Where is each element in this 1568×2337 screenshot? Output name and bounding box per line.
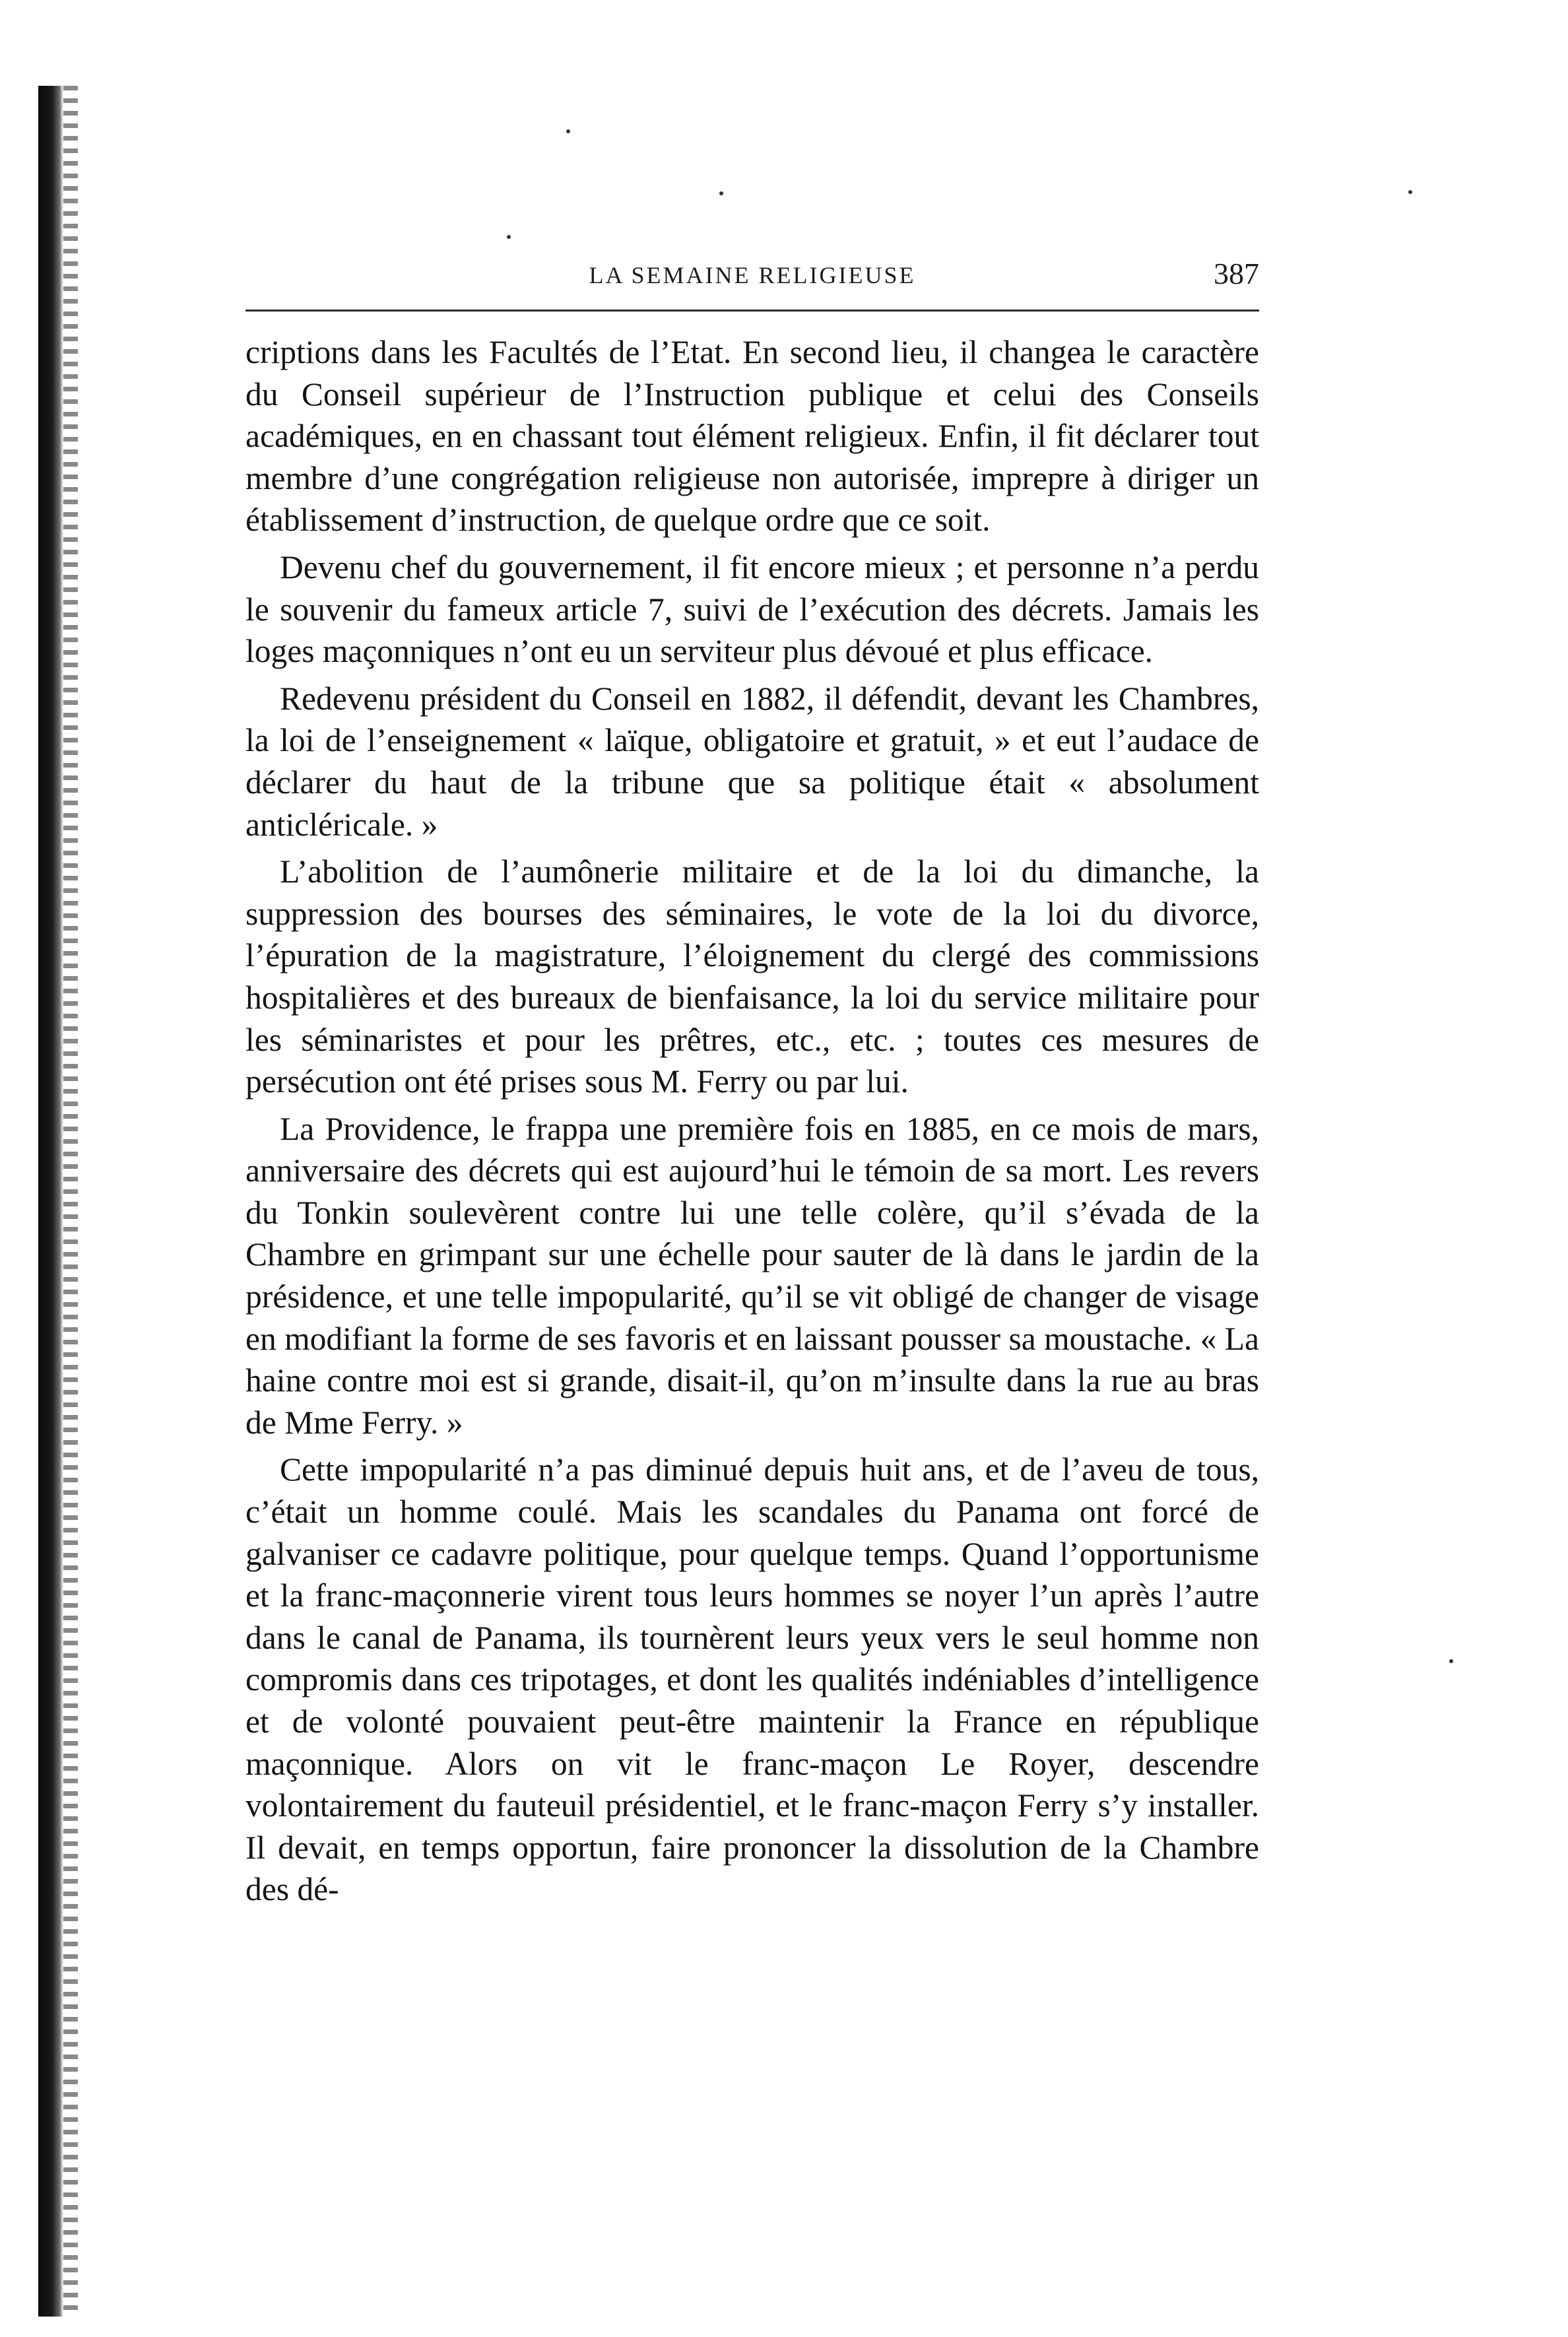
- paragraph: Cette impopularité n’a pas diminué depuis huit ans, et de l’aveu de tous, c’était un homme coulé. Mais les scandales du Panama ont forcé de galvaniser ce cadavre politique, pour quelque temps. Quand l’opportunisme et la franc-maçonnerie virent tous leurs hommes se noyer l’un après l’autre dans le canal de Panama, ils tournèrent leurs yeux vers le seul homme non compromis dans ces tripotages, et dont les qualités indéniables d’intelligence et de volonté pouvaient peut-être maintenir la France en république maçonnique. Alors on vit le franc-maçon Le Royer, descendre volontairement du fauteuil présidentiel, et le franc-maçon Ferry s’y installer. Il devait, en temps opportun, faire prononcer la dissolution de la Chambre des dé-: [245, 1451, 1259, 1908]
- paragraph: Redevenu président du Conseil en 1882, il défendit, devant les Chambres, la loi de l’enseignement « laïque, obligatoire et gratuit, » et eut l’audace de déclarer du haut de la tribune que sa politique était « absolument anticléricale. »: [245, 680, 1259, 843]
- page-binding-edge: [38, 86, 63, 2317]
- page-binding-shadow: [63, 86, 78, 2317]
- running-title: LA SEMAINE RELIGIEUSE: [589, 262, 916, 288]
- print-speck: [719, 191, 723, 195]
- paragraph: L’abolition de l’aumônerie militaire et de la loi du dimanche, la suppression des bourses des séminaires, le vote de la loi du divorce, l’épuration de la magistrature, l’éloignement du clergé des commissions hospitalières et des bureaux de bienfaisance, la loi du service militaire pour les séminaristes et pour les prêtres, etc., etc. ; toutes ces mesures de persécution ont été prises sous M. Ferry ou par lui.: [245, 853, 1259, 1100]
- print-speck: [1408, 190, 1412, 194]
- paragraph: La Providence, le frappa une première fois en 1885, en ce mois de mars, anniversaire des décrets qui est aujourd’hui le témoin de sa mort. Les revers du Tonkin soulevèrent contre lui une telle colère, qu’il s’évada de la Chambre en grimpant sur une échelle pour sauter de là dans le jardin de la présidence, et une telle impopularité, qu’il se vit obligé de changer de visage en modifiant la forme de ses favoris et en laissant pousser sa moustache. « La haine contre moi est si grande, disait-il, qu’on m’insulte dans la rue au bras de Mme Ferry. »: [245, 1110, 1259, 1441]
- print-speck: [1449, 1659, 1453, 1663]
- body-text: [245, 331, 1259, 1916]
- running-head: [245, 256, 1259, 296]
- page-number: 387: [1214, 257, 1259, 290]
- header-rule: [245, 310, 1259, 312]
- paragraph: criptions dans les Facultés de l’Etat. En second lieu, il changea le caractère du Conseil supérieur de l’Instruction publique et celui des Conseils académiques, en en chassant tout élément religieux. Enfin, il fit déclarer tout membre d’une congrégation religieuse non autorisée, imprepre à diriger un établissement d’instruction, de quelque ordre que ce soit.: [245, 334, 1259, 539]
- print-speck: [507, 235, 511, 239]
- print-speck: [566, 129, 570, 133]
- paragraph: Devenu chef du gouvernement, il fit encore mieux ; et personne n’a perdu le souvenir du fameux article 7, suivi de l’exécution des décrets. Jamais les loges maçonniques n’ont eu un serviteur plus dévoué et plus efficace.: [245, 548, 1259, 670]
